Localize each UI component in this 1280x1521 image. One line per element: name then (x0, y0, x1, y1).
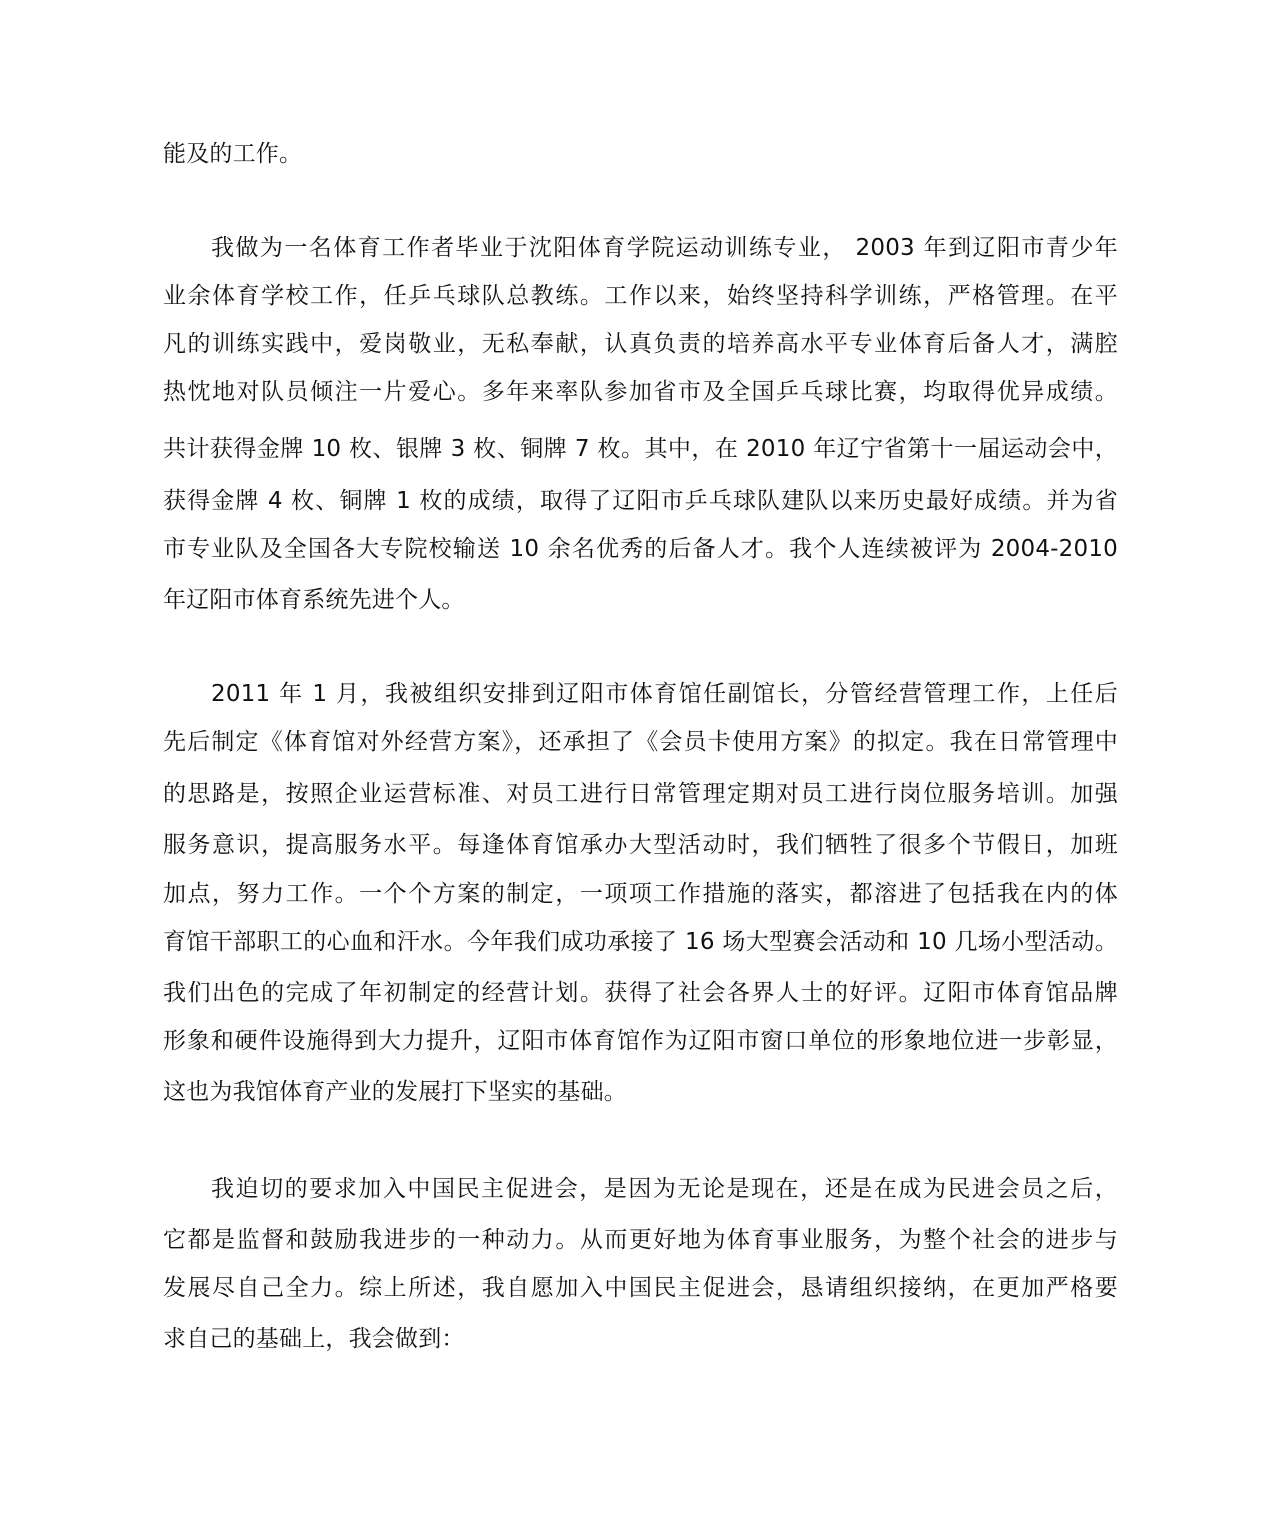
text-line: 加点，努力工作。一个个方案的制定，一项项工作措施的落实，都溶进了包括我在内的体 (163, 881, 1118, 907)
text-line: 市专业队及全国各大专院校输送 10 余名优秀的后备人才。我个人连续被评为 2004-2010 (163, 536, 1118, 562)
text-line: 求自己的基础上，我会做到： (163, 1326, 465, 1352)
text-line: 年辽阳市体育系统先进个人。 (163, 587, 465, 613)
text-line: 业余体育学校工作，任乒乓球队总教练。工作以来，始终坚持科学训练，严格管理。在平 (163, 283, 1118, 309)
text-line: 形象和硬件设施得到大力提升，辽阳市体育馆作为辽阳市窗口单位的形象地位进一步彰显， (163, 1028, 1118, 1054)
text-line: 先后制定《体育馆对外经营方案》，还承担了《会员卡使用方案》的拟定。我在日常管理中 (163, 729, 1118, 755)
text-line: 发展尽自己全力。综上所述，我自愿加入中国民主促进会，恳请组织接纳，在更加严格要 (163, 1275, 1118, 1301)
text-line: 获得金牌 4 枚、铜牌 1 枚的成绩，取得了辽阳市乒乓球队建队以来历史最好成绩。并为省 (163, 488, 1118, 514)
text-line: 能及的工作。 (163, 141, 303, 167)
text-line: 热忱地对队员倾注一片爱心。多年来率队参加省市及全国乒乓球比赛，均取得优异成绩。 (163, 379, 1118, 405)
text-line: 它都是监督和鼓励我进步的一种动力。从而更好地为体育事业服务，为整个社会的进步与 (163, 1227, 1118, 1253)
text-line: 的思路是，按照企业运营标准、对员工进行日常管理定期对员工进行岗位服务培训。加强 (163, 781, 1118, 807)
paragraph-first-line: 我做为一名体育工作者毕业于沈阳体育学院运动训练专业， 2003 年到辽阳市青少年 (211, 235, 1118, 261)
text-line: 这也为我馆体育产业的发展打下坚实的基础。 (163, 1079, 627, 1105)
text-line: 服务意识，提高服务水平。每逢体育馆承办大型活动时，我们牺牲了很多个节假日，加班 (163, 832, 1118, 858)
paragraph-first-line: 2011 年 1 月，我被组织安排到辽阳市体育馆任副馆长，分管经营管理工作，上任后 (211, 681, 1118, 707)
text-line: 育馆干部职工的心血和汗水。今年我们成功承接了 16 场大型赛会活动和 10 几场小型活动。 (163, 929, 1118, 955)
text-line: 我们出色的完成了年初制定的经营计划。获得了社会各界人士的好评。辽阳市体育馆品牌 (163, 980, 1118, 1006)
text-line: 凡的训练实践中，爱岗敬业，无私奉献，认真负责的培养高水平专业体育后备人才，满腔 (163, 331, 1118, 357)
paragraph-first-line: 我迫切的要求加入中国民主促进会，是因为无论是现在，还是在成为民进会员之后， (211, 1176, 1118, 1202)
text-line: 共计获得金牌 10 枚、银牌 3 枚、铜牌 7 枚。其中，在 2010 年辽宁省第十一届运动会中， (163, 436, 1118, 462)
